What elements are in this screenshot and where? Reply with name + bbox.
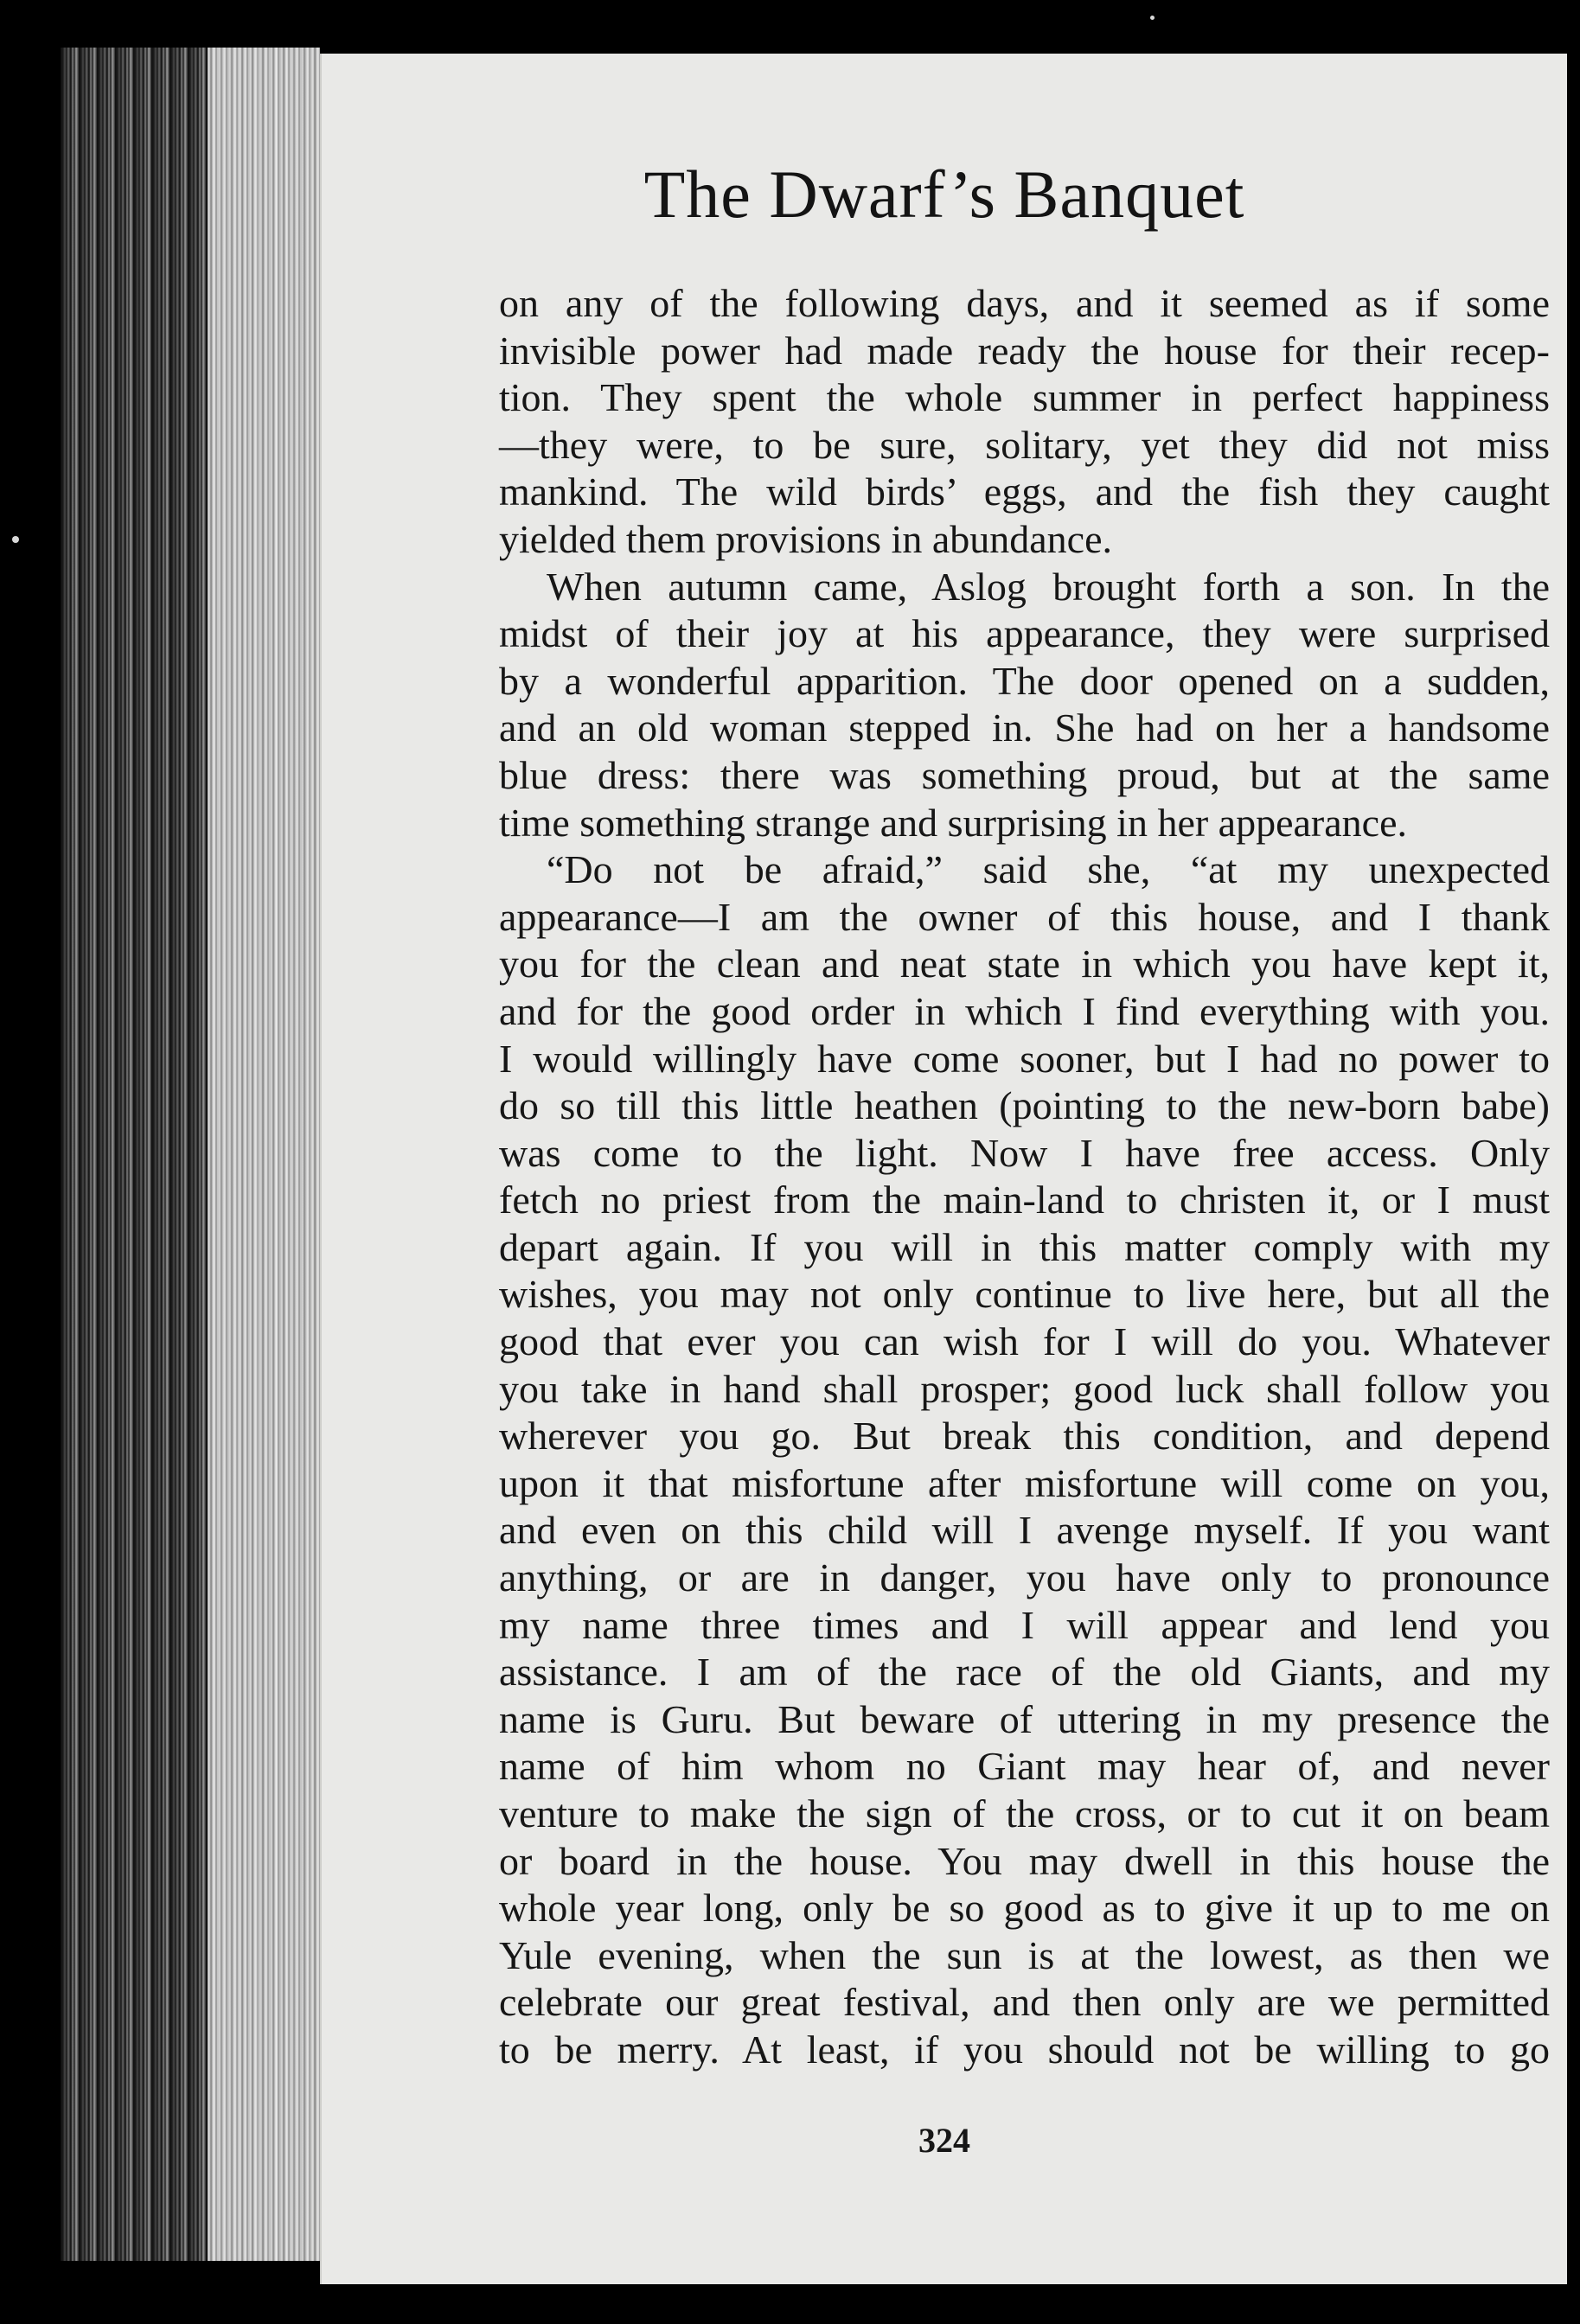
text-line: and an old woman stepped in. She had on her a handsome [499,706,1550,750]
text-line: was come to the light. Now I have free access. Only [499,1130,1550,1175]
text-line: invisible power had made ready the house for their recep- [499,328,1550,373]
scan-speck [12,536,19,543]
text-line: or board in the house. You may dwell in this house the [499,1838,1550,1883]
text-line: my name three times and I will appear and lend you [499,1602,1550,1647]
text-line: When autumn came, Aslog brought forth a son. In the [547,564,1550,609]
text-line: blue dress: there was something proud, but at the same [499,752,1550,797]
text-line: yielded them provisions in abundance. [499,516,1113,561]
text-line: name is Guru. But beware of uttering in my presence the [499,1696,1550,1741]
text-line: Yule evening, when the sun is at the lowest, as then we [499,1932,1550,1977]
text-line: celebrate our great festival, and then only are we permitted [499,1980,1550,2025]
text-line: whole year long, only be so good as to give it up to me on [499,1886,1550,1931]
text-line: depart again. If you will in this matter comply with my [499,1224,1550,1269]
text-line: good that ever you can wish for I will do you. Whatever [499,1319,1550,1364]
text-line: anything, or are in danger, you have only to pronounce [499,1555,1550,1600]
text-line: mankind. The wild birds’ eggs, and the fish they caught [499,469,1550,514]
text-line: appearance—I am the owner of this house, and I thank [499,894,1550,939]
text-line: wishes, you may not only continue to live here, but all the [499,1272,1550,1317]
text-line: fetch no priest from the main-land to christen it, or I must [499,1178,1550,1223]
text-line: “Do not be afraid,” said she, “at my unexpected [547,847,1550,892]
text-line: name of him whom no Giant may hear of, and never [499,1744,1550,1789]
text-line: to be merry. At least, if you should not be willing to go [499,2027,1550,2072]
text-line: by a wonderful apparition. The door opened on a sudden, [499,658,1550,703]
text-line: you take in hand shall prosper; good luck shall follow you [499,1366,1550,1411]
body-text [499,280,1550,2074]
text-line: venture to make the sign of the cross, or to cut it on beam [499,1791,1550,1836]
page-number: 324 [918,2121,970,2160]
running-head: The Dwarf’s Banquet [643,156,1245,232]
text-line: tion. They spent the whole summer in perfect happiness [499,375,1550,420]
text-line: upon it that misfortune after misfortune will come on you, [499,1460,1550,1505]
text-line: I would willingly have come sooner, but I had no power to [499,1036,1550,1081]
text-line: you for the clean and neat state in which you have kept it, [499,942,1550,986]
text-line: time something strange and surprising in her appearance. [499,800,1408,845]
text-line: assistance. I am of the race of the old Giants, and my [499,1650,1550,1695]
book-page-edges-inner [208,48,320,2261]
text-line: midst of their joy at his appearance, they were surprised [499,611,1550,656]
text-line: and even on this child will I avenge myself. If you want [499,1508,1550,1553]
text-line: do so till this little heathen (pointing to the new-born babe) [499,1083,1550,1128]
book-page [320,54,1567,2284]
text-line: —they were, to be sure, solitary, yet they did not miss [499,422,1550,467]
text-line: and for the good order in which I find everything with you. [499,988,1550,1033]
scan-speck [1150,16,1155,20]
text-line: on any of the following days, and it seemed as if some [499,281,1550,325]
text-line: wherever you go. But break this condition, and depend [499,1414,1550,1459]
